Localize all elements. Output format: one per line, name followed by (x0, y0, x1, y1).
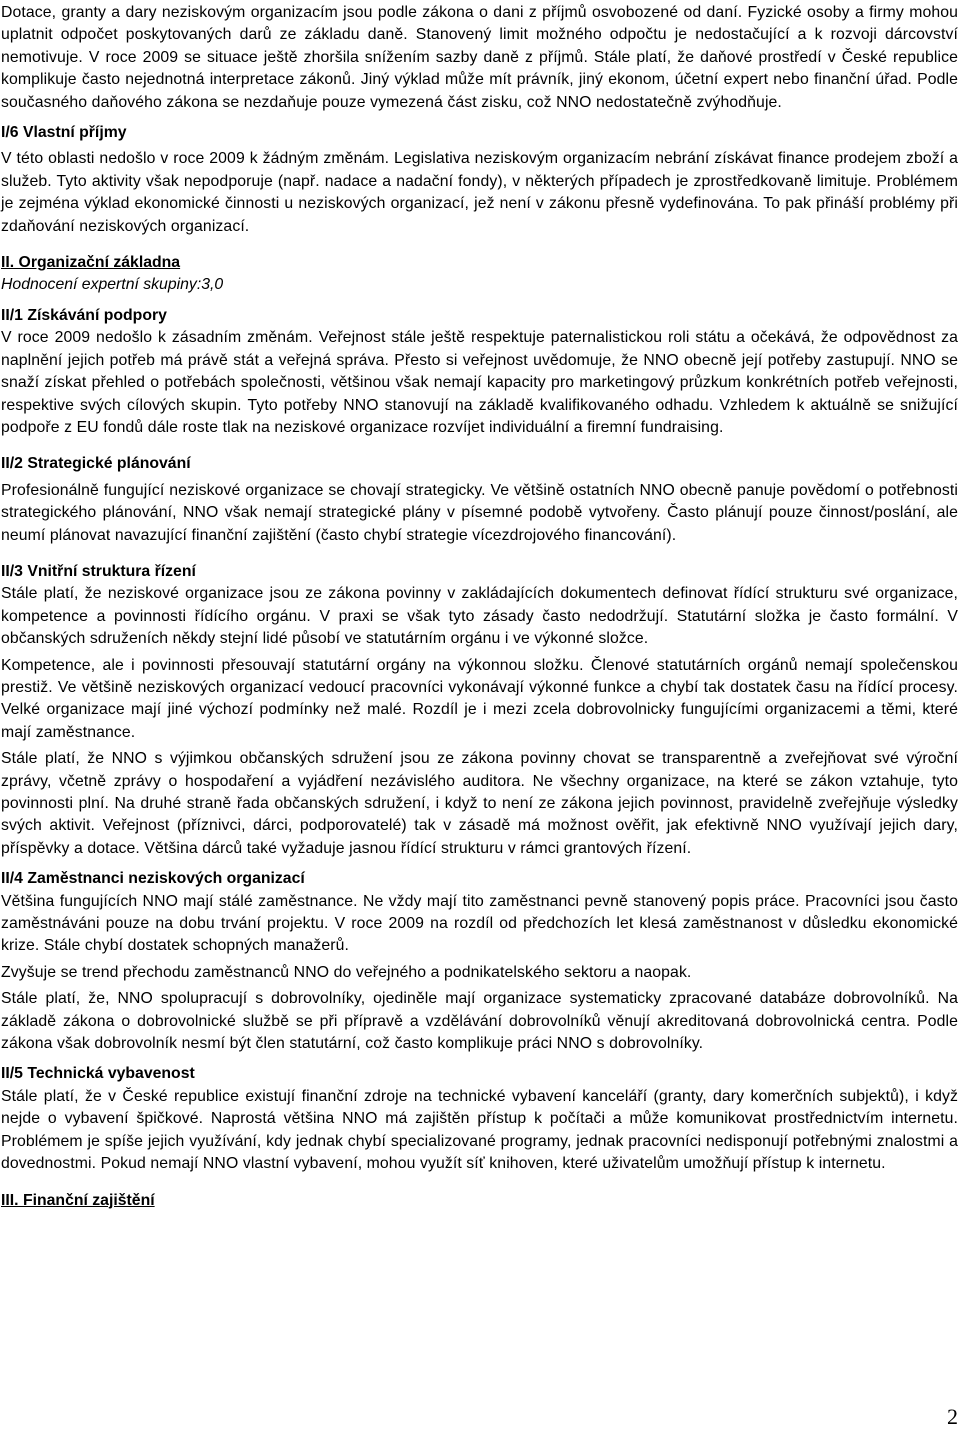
heading-internal-structure: II/3 Vnitřní struktura řízení (1, 562, 196, 580)
heading-employees: II/4 Zaměstnanci neziskových organizací (1, 870, 305, 888)
paragraph-employees-2: Zvyšuje se trend přechodu zaměstnanců NNO do veřejného a podnikatelského sektoru a naopak. (1, 963, 692, 981)
heading-organizational-base: II. Organizační základna (1, 254, 181, 272)
paragraph-internal-structure-2: Kompetence, ale i povinnosti přesouvají statutární orgány na výkonnou složku. Členové statutárních orgánů nemají společenskou prestiž. Ve většině neziskových organizací vedoucí pracovníci vykonávají výkonné funkce a chybí tak dostatek času na řídící procesy. Velké organizace mají jiné výchozí podmínky než malé. Rozdíl je i mezi zcela dobrovolnicky fungujícími organizacemi a těmi, které mají zaměstnance. (1, 656, 958, 741)
paragraph-gaining-support: V roce 2009 nedošlo k zásadním změnám. Veřejnost stále ještě respektuje paternalistickou roli státu a očekává, že odpovědnost za naplnění jejich potřeb má právě stát a veřejná správa. Přesto si veřejnost uvědomuje, že NNO obecně její potřeby zastupují. NNO se snaží získat přehled o potřebách společnosti, většinou však nemají kapacity pro marketingový průzkum konkrétních potřeb veřejnosti, respektive svých cílových skupin. Tyto potřeby NNO stanovují na základě kvalifikovaného odhadu. Vzhledem k aktuálně se snižující podpoře z EU fondů dále roste tlak na neziskové organizace rozvíjet individuální a firemní fundraising. (1, 329, 958, 436)
paragraph-internal-structure-3: Stále platí, že NNO s výjimkou občanských sdružení jsou ze zákona povinny chovat se transparentně a zveřejňovat své výroční zprávy, včetně zprávy o hospodaření a vyjádření nezávislého auditora. Ne všechny organizace, na které se zákon vztahuje, tyto povinnosti plní. Na druhé straně řada občanských sdružení, i když to není ze zákona jejich povinnost, pravidelně zveřejňuje výsledky svých aktivit. Veřejnost (příznivci, dárci, podporovatelé) tak v zásadě má možnost ověřit, jak efektivně NNO využívají jejich dary, příspěvky a dotace. Většina dárců také vyžaduje jasnou řídící strukturu v rámci grantových řízení. (1, 750, 958, 857)
heading-financial-security: III. Finanční zajištění (1, 1191, 155, 1209)
heading-own-income: I/6 Vlastní příjmy (1, 124, 127, 142)
page-number: 2 (947, 1404, 958, 1429)
paragraph-own-income: V této oblasti nedošlo v roce 2009 k žádným změnám. Legislativa neziskovým organizacím nebrání získávat finance prodejem zboží a služeb. Tyto aktivity však nepodporuje (např. nadace a nadační fondy), v některých případech je zprostředkovaně limituje. Problémem je zejména výklad ekonomické činnosti u neziskových organizací, jež není v zákonu přesně vydefinována. To pak přináší problémy při zdaňování neziskových organizací. (1, 150, 958, 235)
paragraph-strategic-planning: Profesionálně fungující neziskové organizace se chovají strategicky. Ve většině ostatních NNO obecně panuje povědomí o potřebnosti strategického plánování, NNO však nemají strategické plány v písemné podobě vytvořeny. Často plánují pouze činnost/poslání, ale neumí plánovat navazující finanční zajištění (často chybí strategie vícezdrojového financování). (1, 481, 958, 544)
paragraph-employees-1: Většina fungujících NNO mají stálé zaměstnance. Ne vždy mají tito zaměstnanci pevně stanovený popis práce. Pracovníci jsou často zaměstnáváni pouze na dobu trvání projektu. V roce 2009 na rozdíl od předchozích let klesá zaměstnanost v důsledku ekonomické krize. Stále chybí dostatek schopných manažerů. (1, 892, 958, 955)
paragraph-internal-structure-1: Stále platí, že neziskové organizace jsou ze zákona povinny v zakládajících dokumentech definovat řídící strukturu své organizace, kompetence a povinnosti řídícího orgánu. V praxi se však tyto zásady často nedodržují. Statutární složka je často formální. V občanských sdruženích někdy stejní lidé působí ve statutárním orgánu i ve výkonné složce. (1, 585, 958, 648)
paragraph-employees-3: Stále platí, že, NNO spolupracují s dobrovolníky, ojediněle mají organizace systematicky zpracované databáze dobrovolníků. Na základě zákona o dobrovolnické službě se při přípravě a vzdělávání dobrovolníků věnují akreditovaná dobrovolnická centra. Podle zákona však dobrovolník nesmí být člen statutární, což často komplikuje práci NNO s dobrovolníky. (1, 990, 958, 1053)
document-page (0, 2, 960, 1212)
heading-technical-equipment: II/5 Technická vybavenost (1, 1065, 195, 1083)
heading-strategic-planning: II/2 Strategické plánování (1, 455, 191, 473)
paragraph-tax-donations: Dotace, granty a dary neziskovým organizacím jsou podle zákona o dani z příjmů osvobozené od daní. Fyzické osoby a firmy mohou uplatnit odpočet poskytovaných darů ze základu daně. Stanovený limit možného odpočtu je nedostačující a k rozvoji dárcovství nemotivuje. V roce 2009 se situace ještě zhoršila snížením sazby daně z příjmů. Stále platí, že daňové prostředí v České republice komplikuje často nejednotná interpretace zákonů. Jiný výklad může mít právník, jiný ekonom, účetní expert nebo finanční úřad. Podle současného daňového zákona se nezdaňuje pouze vymezená část zisku, což NNO nedostatečně zvýhodňuje. (1, 4, 958, 111)
heading-gaining-support: II/1 Získávání podpory (1, 306, 167, 324)
expert-group-rating: Hodnocení expertní skupiny:3,0 (1, 276, 224, 294)
paragraph-technical-equipment: Stále platí, že v České republice existují finanční zdroje na technické vybavení kanceláří (granty, dary komerčních subjektů), i když nejde o vybavení špičkové. Naprostá většina NNO má zajištěn přístup k počítači a může komunikovat prostřednictvím internetu. Problémem je spíše jejich využívání, kdy jednak chybí specializované programy, jednak pracovníci nedisponují potřebnými znalostmi a dovednostmi. Pokud nemají NNO vlastní vybavení, mohou využít síť knihoven, které uživatelům umožňují přístup k internetu. (1, 1087, 958, 1173)
